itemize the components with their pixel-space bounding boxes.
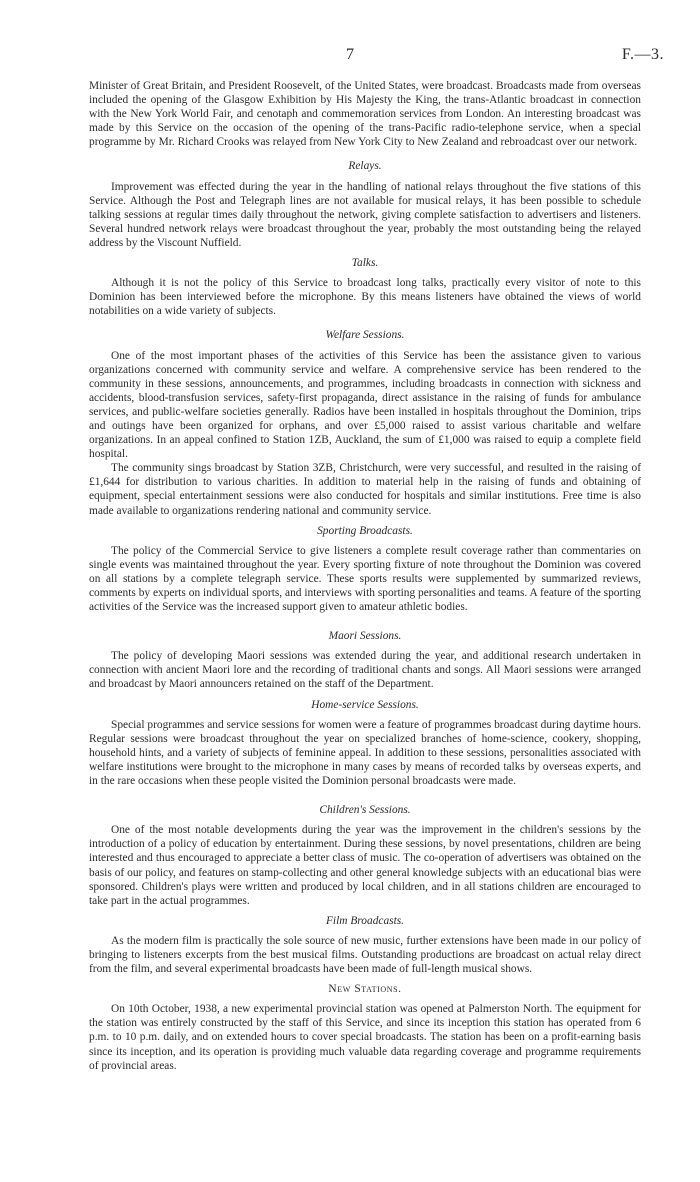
page-number: 7 <box>346 46 354 63</box>
paragraph-maori: The policy of developing Maori sessions was extended during the year, and additional research undertaken in connection with ancient Maori lore and the recording of traditional chants and songs. All Maori sessions were arranged and broadcast by Maori announcers retained on the staff of the Department. <box>89 650 641 691</box>
heading-talks: Talks. <box>351 257 379 270</box>
heading-film: Film Broadcasts. <box>325 914 405 927</box>
paragraph-new-stations: On 10th October, 1938, a new experimental provincial station was opened at Palmerston North. The equipment for the station was entirely constructed by the staff of this Service, and since its inception this station has operated from 6 p.m. to 10 p.m. daily, and on extended hours to cover special broadcasts. The station has been on a profit-earning basis since its inception, and its operation is providing much valuable data regarding coverage and programme requirements of provincial areas. <box>89 1003 641 1072</box>
heading-maori: Maori Sessions. <box>328 630 402 643</box>
paragraph-welfare-1: One of the most important phases of the activities of this Service has been the assistance given to various organizations concerned with community service and welfare. A comprehensive service has been rendered to the community in these sessions, announcements, and programmes, including broadcasts in connection with sickness and accidents, blood-transfusion services, safety-first propaganda, direct assistance in the raising of funds for ambulance services, and public-welfare societies generally. Radios have been installed in hospitals throughout the Dominion, trips and outings have been organized for orphans, and over £5,000 raised to assist various charitable and welfare organizations. In an appeal confined to Station 1ZB, Auckland, the sum of £1,000 was raised to equip a complete field hospital. <box>89 349 641 461</box>
paragraph-relays: Improvement was effected during the year in the handling of national relays throughout the five stations of this Service. Although the Post and Telegraph lines are not available for musical relays, it has been possible to schedule talking sessions at regular times daily throughout the network, giving complete satisfaction to advertisers and listeners. Several hundred network relays were broadcast throughout the year, probably the most outstanding being the relayed address by the Viscount Nuffield. <box>89 180 641 249</box>
paragraph-children: One of the most notable developments during the year was the improvement in the children's sessions by the introduction of a policy of education by entertainment. During these sessions, by novel presentations, children are being interested and thus encouraged to appreciate a better class of music. The co-operation of advertisers was obtained on the basis of our policy, and features on stamp-collecting and other general knowledge subjects with an educational bias were sponsored. Children's plays were written and produced by local children, and in all stations children are encouraged to take part in the actual programmes. <box>89 824 641 907</box>
document-reference: F.—3. <box>621 46 664 63</box>
paragraph-talks: Although it is not the policy of this Service to broadcast long talks, practically every visitor of note to this Dominion has been interviewed before the microphone. By this means listeners have obtained the views of world notabilities on a wide variety of subjects. <box>89 277 641 318</box>
paragraph-film: As the modern film is practically the sole source of new music, further extensions have been made in our policy of bringing to listeners excerpts from the best musical films. Outstanding productions are broadcast on actual relay direct from the film, and several experimental broadcasts have been made of full-length musical shows. <box>89 934 641 976</box>
paragraph-welfare-2: The community sings broadcast by Station 3ZB, Christchurch, were very successful, and resulted in the raising of £1,644 for distribution to various charities. In addition to material help in the raising of funds and obtaining of equipment, special entertainment sessions were also conducted for hospitals and similar institutions. Free time is also made available to organizations rendering national and community service. <box>89 462 641 517</box>
heading-sporting: Sporting Broadcasts. <box>317 524 413 537</box>
paragraph-sporting: The policy of the Commercial Service to give listeners a complete result coverage rather than commentaries on single events was maintained throughout the year. Every sporting fixture of note throughout the Dominion was covered on all stations by a complete telegraph service. These sports results were supplemented by summarized reviews, comments by experts on individual sports, and interviews with sporting personalities and teams. A feature of the sporting activities of the Service was the increased support given to amateur athletic bodies. <box>89 544 641 614</box>
page-body <box>89 79 641 1073</box>
paragraph-home-service: Special programmes and service sessions for women were a feature of programmes broadcast during daytime hours. Regular sessions were broadcast throughout the year on specialized branches of home-science, cookery, shopping, household hints, and a variety of subjects of feminine appeal. In addition to these sessions, personalities associated with welfare institutions were brought to the microphone in many cases by means of recorded talks by overseas experts, and in the rare occasions when these people visited the Dominion personal broadcasts were made. <box>89 718 641 788</box>
heading-welfare: Welfare Sessions. <box>325 329 405 342</box>
paragraph-intro: Minister of Great Britain, and President Roosevelt, of the United States, were broadcast. Broadcasts made from overseas included the opening of the Glasgow Exhibition by His Majesty the King, the trans-Atlantic broadcast in connection with the New York World Fair, and cenotaph and commemoration services from London. An interesting broadcast was made by this Service on the occasion of the opening of the trans-Pacific radio-telephone service, when a special programme by Mr. Richard Crooks was relayed from New York City to New Zealand and rebroadcast over our network. <box>89 80 641 149</box>
heading-relays: Relays. <box>348 160 382 173</box>
heading-new-stations: New Stations. <box>328 983 402 996</box>
heading-home-service: Home-service Sessions. <box>311 698 419 711</box>
heading-children: Children's Sessions. <box>319 804 411 817</box>
